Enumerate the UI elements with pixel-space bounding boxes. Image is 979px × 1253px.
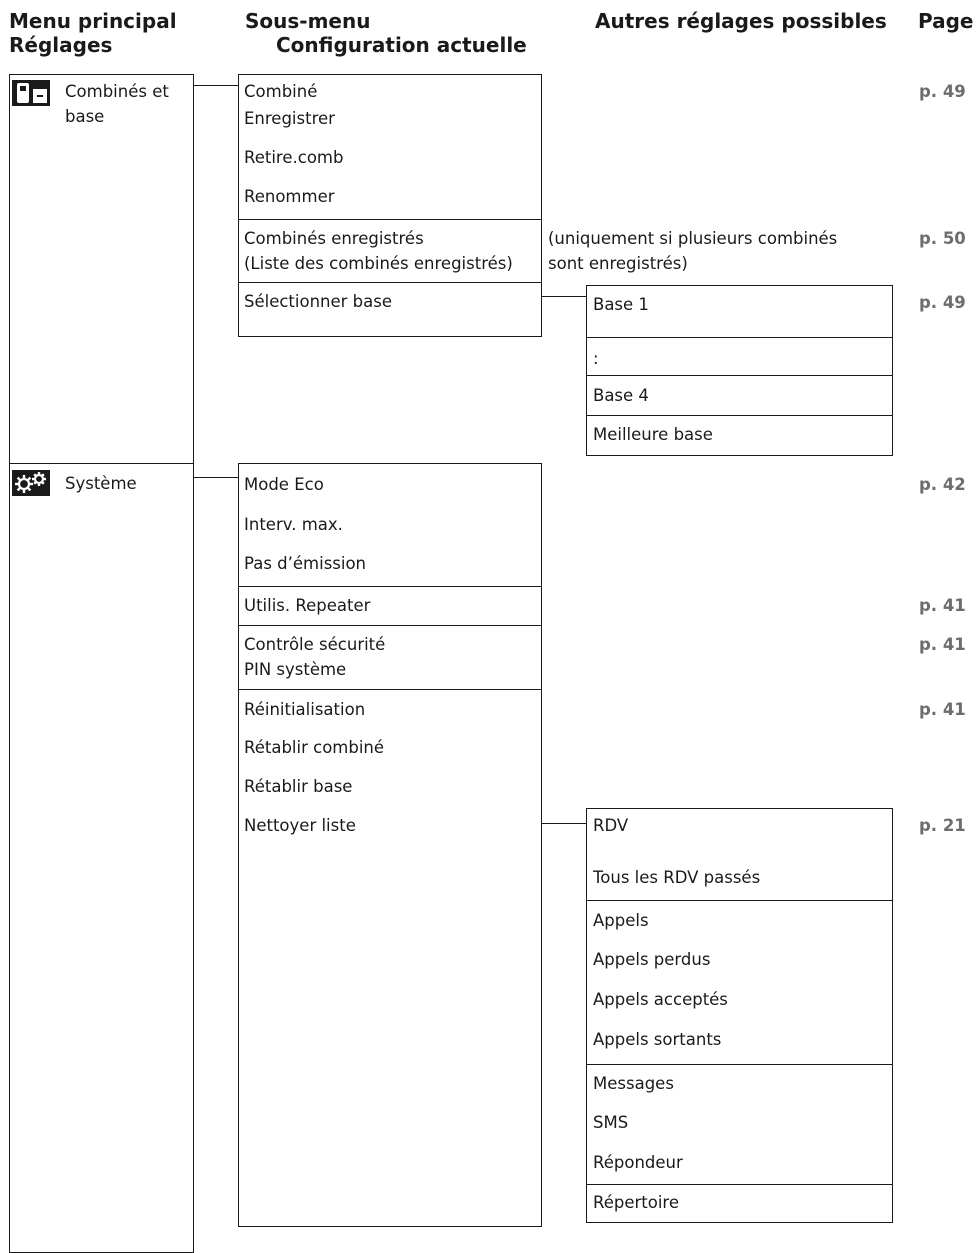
main-box-combines (9, 74, 194, 464)
submenu-retablir-base: Rétablir base (244, 777, 353, 796)
submenu-pas-emission: Pas d’émission (244, 554, 367, 573)
main-item-combines-line1: Combinés et (65, 82, 169, 101)
submenu-separator (238, 586, 542, 587)
submenu-liste-combines: (Liste des combinés enregistrés) (244, 254, 513, 273)
options-separator (586, 337, 893, 338)
submenu-combines-enregistres: Combinés enregistrés (244, 229, 424, 248)
connector-nettoyer (542, 823, 587, 824)
option-appels-acceptes: Appels acceptés (593, 990, 728, 1009)
option-base-4: Base 4 (593, 386, 649, 405)
page-ref-combine: p. 49 (919, 82, 966, 101)
submenu-retire-comb: Retire.comb (244, 148, 344, 167)
option-sms: SMS (593, 1113, 629, 1132)
header-other-settings: Autres réglages possibles (595, 9, 887, 33)
option-base-1: Base 1 (593, 295, 649, 314)
header-main-menu: Menu principal (9, 9, 177, 33)
header-page: Page (918, 9, 974, 33)
page-ref-reinitialisation: p. 41 (919, 700, 966, 719)
note-plusieurs-combines-line2: sont enregistrés) (548, 254, 688, 273)
option-tous-rdv: Tous les RDV passés (593, 868, 761, 887)
option-rdv: RDV (593, 816, 629, 835)
header-submenu: Sous-menu (245, 9, 371, 33)
options-separator (586, 415, 893, 416)
options-separator (586, 900, 893, 901)
submenu-nettoyer-liste: Nettoyer liste (244, 816, 356, 835)
options-separator (586, 1184, 893, 1185)
page-ref-mode-eco: p. 42 (919, 475, 966, 494)
submenu-renommer: Renommer (244, 187, 335, 206)
submenu-controle-securite: Contrôle sécurité (244, 635, 386, 654)
submenu-pin-systeme: PIN système (244, 660, 347, 679)
submenu-combine: Combiné (244, 82, 318, 101)
main-box-systeme (9, 463, 194, 1253)
submenu-retablir-combine: Rétablir combiné (244, 738, 385, 757)
option-repertoire: Répertoire (593, 1193, 680, 1212)
options-separator (586, 375, 893, 376)
page-ref-nettoyer: p. 21 (919, 816, 966, 835)
option-messages: Messages (593, 1074, 674, 1093)
page-ref-repeater: p. 41 (919, 596, 966, 615)
submenu-reinitialisation: Réinitialisation (244, 700, 366, 719)
option-appels-perdus: Appels perdus (593, 950, 711, 969)
connector-combines (194, 85, 239, 86)
submenu-mode-eco: Mode Eco (244, 475, 324, 494)
submenu-separator (238, 689, 542, 690)
option-ellipsis: : (593, 349, 599, 368)
note-plusieurs-combines-line1: (uniquement si plusieurs combinés (548, 229, 838, 248)
submenu-enregistrer: Enregistrer (244, 109, 335, 128)
page-ref-controle: p. 41 (919, 635, 966, 654)
header-current-config: Configuration actuelle (276, 33, 527, 57)
connector-systeme (194, 477, 239, 478)
submenu-box-systeme (238, 463, 542, 1227)
submenu-separator (238, 625, 542, 626)
header-settings: Réglages (9, 33, 113, 57)
option-appels-sortants: Appels sortants (593, 1030, 722, 1049)
options-separator (586, 1064, 893, 1065)
submenu-interv-max: Interv. max. (244, 515, 343, 534)
main-item-systeme: Système (65, 474, 137, 493)
submenu-repeater: Utilis. Repeater (244, 596, 371, 615)
page-ref-combines-enregistres: p. 50 (919, 229, 966, 248)
submenu-separator (238, 282, 542, 283)
handset-base-icon (12, 80, 50, 106)
gears-icon (12, 470, 50, 496)
page-ref-selectionner-base: p. 49 (919, 293, 966, 312)
connector-base (542, 296, 587, 297)
option-meilleure-base: Meilleure base (593, 425, 713, 444)
submenu-selectionner-base: Sélectionner base (244, 292, 393, 311)
option-appels: Appels (593, 911, 649, 930)
main-item-combines-line2: base (65, 107, 105, 126)
option-repondeur: Répondeur (593, 1153, 683, 1172)
submenu-separator (238, 219, 542, 220)
